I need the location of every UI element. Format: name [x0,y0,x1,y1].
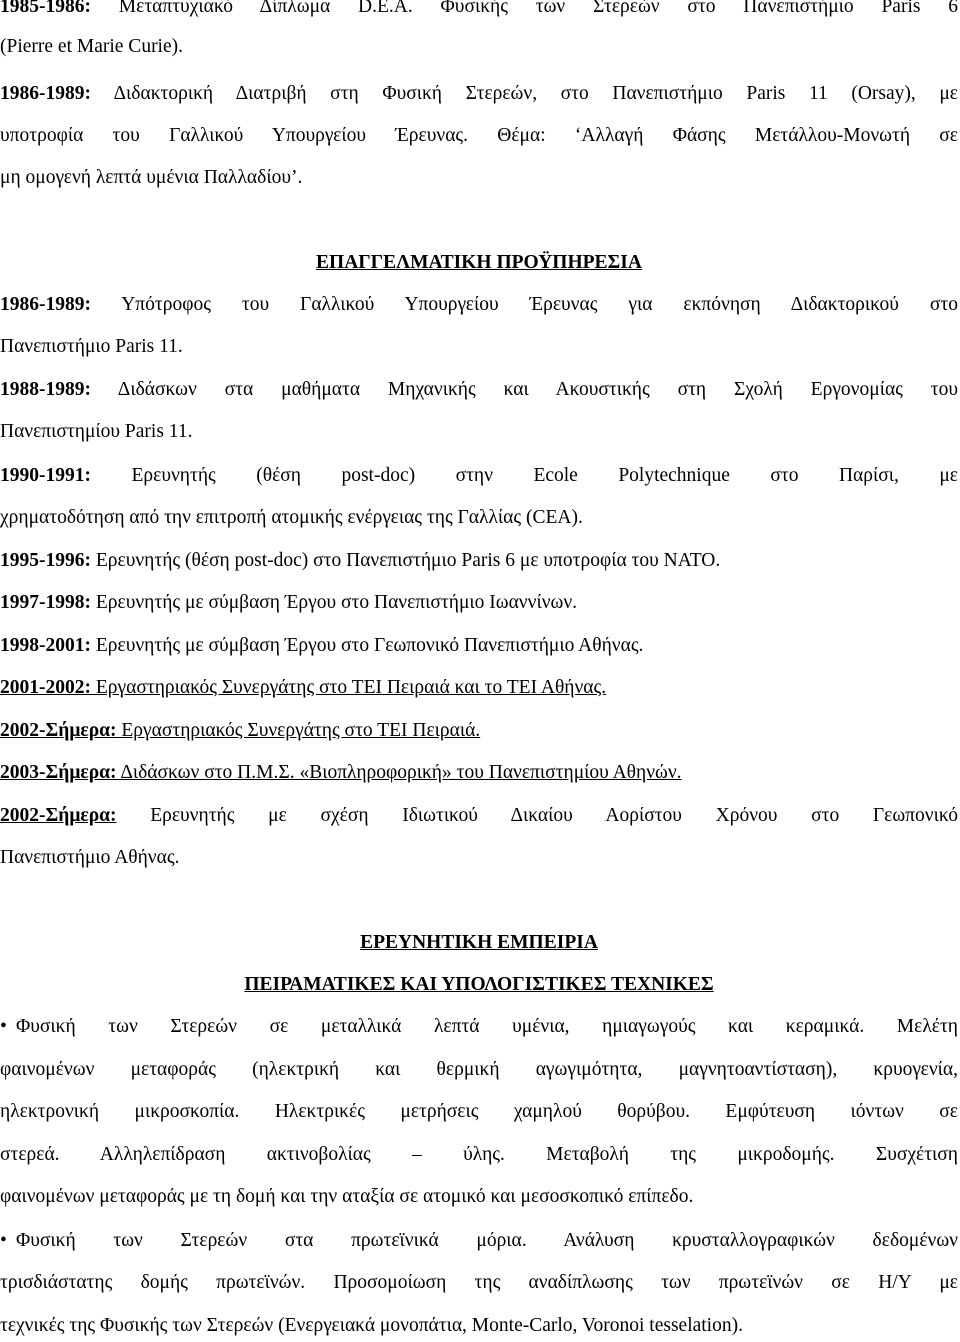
entry-text: Ερευνητής (θέση post-doc) στο Πανεπιστήμιο Paris 6 με υποτροφία του ΝΑΤΟ. [91,550,721,571]
experience-entry-2-line-1 [0,375,958,405]
education-entry-1-line-1 [0,0,958,22]
entry-text: υποτροφία του Γαλλικού Υπουργείου Έρευνας. Θέμα: ‘Αλλαγή Φάσης Μετάλλου-Μονωτή σε [0,125,958,146]
research-heading: ΕΡΕΥΝΗΤΙΚΗ ΕΜΠΕΙΡΙΑ [360,932,598,953]
period-label: 1990-1991: [0,465,91,486]
education-entry-2-line-3 [0,163,958,193]
experience-entry-6 [0,631,958,661]
entry-text: Διδάσκων στα μαθήματα Μηχανικής και Ακουστικής στη Σχολή Εργονομίας του [91,379,958,400]
entry-text: Πανεπιστημίου Paris 11. [0,421,193,442]
bullet-icon: • [0,1016,7,1037]
entry-text: χρηματοδότηση από την επιτροπή ατομικής ενέργειας της Γαλλίας (CEA). [0,507,583,528]
experience-entry-7 [0,673,958,703]
entry-text: Ερευνητής (θέση post-doc) στην Ecole Polytechnique στο Παρίσι, με [91,465,958,486]
entry-text: Υπότροφος του Γαλλικού Υπουργείου Έρευνας για εκπόνηση Διδακτορικού στο [91,294,958,315]
entry-text: Μεταπτυχιακό Δίπλωμα D.E.A. Φυσικής των Στερεών στο Πανεπιστήμιο Paris 6 [91,0,958,17]
research-subheading: ΠΕΙΡΑΜΑΤΙΚΕΣ ΚΑΙ ΥΠΟΛΟΓΙΣΤΙΚΕΣ ΤΕΧΝΙΚΕΣ [244,974,714,995]
entry-text: Πανεπιστήμιο Αθήνας. [0,847,180,868]
period-label: 1985-1986: [0,0,91,17]
period-label: 2001-2002: [0,677,91,698]
research-bullet-1-line-1 [0,1012,958,1042]
education-entry-1-line-2 [0,32,958,62]
entry-text: φαινομένων μεταφοράς (ηλεκτρική και θερμική αγωγιμότητα, μαγνητοαντίσταση), κρυογενία, [0,1059,958,1080]
entry-text: στερεά. Αλληλεπίδραση ακτινοβολίας – ύλης. Μεταβολή της μικροδομής. Συσχέτιση [0,1144,958,1165]
experience-entry-10-line-1 [0,801,958,831]
research-bullet-1-line-2 [0,1055,958,1085]
education-entry-2-line-2 [0,121,958,151]
entry-text: Φυσική των Στερεών σε μεταλλικά λεπτά υμένια, ημιαγωγούς και κεραμικά. Μελέτη [16,1016,958,1037]
entry-text: Ερευνητής με σύμβαση Έργου στο Γεωπονικό Πανεπιστήμιο Αθήνας. [91,635,644,656]
period-label: 1998-2001: [0,635,91,656]
entry-text: Διδάσκων στο Π.Μ.Σ. «Βιοπληροφορική» του Πανεπιστημίου Αθηνών. [116,762,682,783]
entry-text: Εργαστηριακός Συνεργάτης στο ΤΕΙ Πειραιά και το ΤΕΙ Αθήνας. [91,677,607,698]
experience-entry-9 [0,758,958,788]
period-label: 2002-Σήμερα: [0,805,117,826]
research-bullet-2-line-1 [0,1226,958,1256]
entry-text: Εργαστηριακός Συνεργάτης στο ΤΕΙ Πειραιά. [116,720,481,741]
period-label: 1986-1989: [0,294,91,315]
period-label: 1995-1996: [0,550,91,571]
education-entry-2-line-1 [0,79,958,109]
entry-text: Διδακτορική Διατριβή στη Φυσική Στερεών, στο Πανεπιστήμιο Paris 11 (Orsay), με [91,83,958,104]
experience-heading: ΕΠΑΓΓΕΛΜΑΤΙΚΗ ΠΡΟΫΠΗΡΕΣΙΑ [316,252,642,273]
entry-text: Ερευνητής με σχέση Ιδιωτικού Δικαίου Αορίστου Χρόνου στο Γεωπονικό [116,805,958,826]
research-bullet-2-line-3 [0,1311,958,1341]
research-bullet-1-line-3 [0,1097,958,1127]
research-bullet-1-line-4 [0,1140,958,1170]
research-bullet-2-line-2 [0,1268,958,1298]
experience-entry-5 [0,588,958,618]
period-label: 1986-1989: [0,83,91,104]
entry-text: ηλεκτρονική μικροσκοπία. Ηλεκτρικές μετρήσεις χαμηλού θορύβου. Εμφύτευση ιόντων σε [0,1101,958,1122]
period-label: 1988-1989: [0,379,91,400]
experience-entry-8 [0,716,958,746]
entry-text: Ερευνητής με σύμβαση Έργου στο Πανεπιστήμιο Ιωαννίνων. [91,592,578,613]
entry-text: μη ομογενή λεπτά υμένια Παλλαδίου’. [0,167,303,188]
entry-text: τεχνικές της Φυσικής των Στερεών (Ενεργειακά μονοπάτια, Monte-Carlo, Voronoi tesselation). [0,1315,743,1336]
experience-entry-2-line-2 [0,417,958,447]
experience-entry-1-line-2 [0,332,958,362]
period-label: 1997-1998: [0,592,91,613]
entry-text: (Pierre et Marie Curie). [0,36,184,57]
bullet-icon: • [0,1230,7,1251]
research-bullet-1-line-5 [0,1182,958,1212]
experience-entry-10-line-2 [0,843,958,873]
period-label: 2002-Σήμερα: [0,720,117,741]
experience-entry-3-line-2 [0,503,958,533]
experience-entry-1-line-1 [0,290,958,320]
entry-text: Φυσική των Στερεών στα πρωτεϊνικά μόρια. Ανάλυση κρυσταλλογραφικών δεδομένων [16,1230,958,1251]
experience-entry-4 [0,546,958,576]
entry-text: φαινομένων μεταφοράς με τη δομή και την αταξία σε ατομικό και μεσοσκοπικό επίπεδο. [0,1186,694,1207]
period-label: 2003-Σήμερα: [0,762,117,783]
experience-entry-3-line-1 [0,461,958,491]
entry-text: Πανεπιστήμιο Paris 11. [0,336,183,357]
entry-text: τρισδιάστατης δομής πρωτεϊνών. Προσομοίωση της αναδίπλωσης των πρωτεϊνών σε Η/Υ με [0,1272,958,1293]
